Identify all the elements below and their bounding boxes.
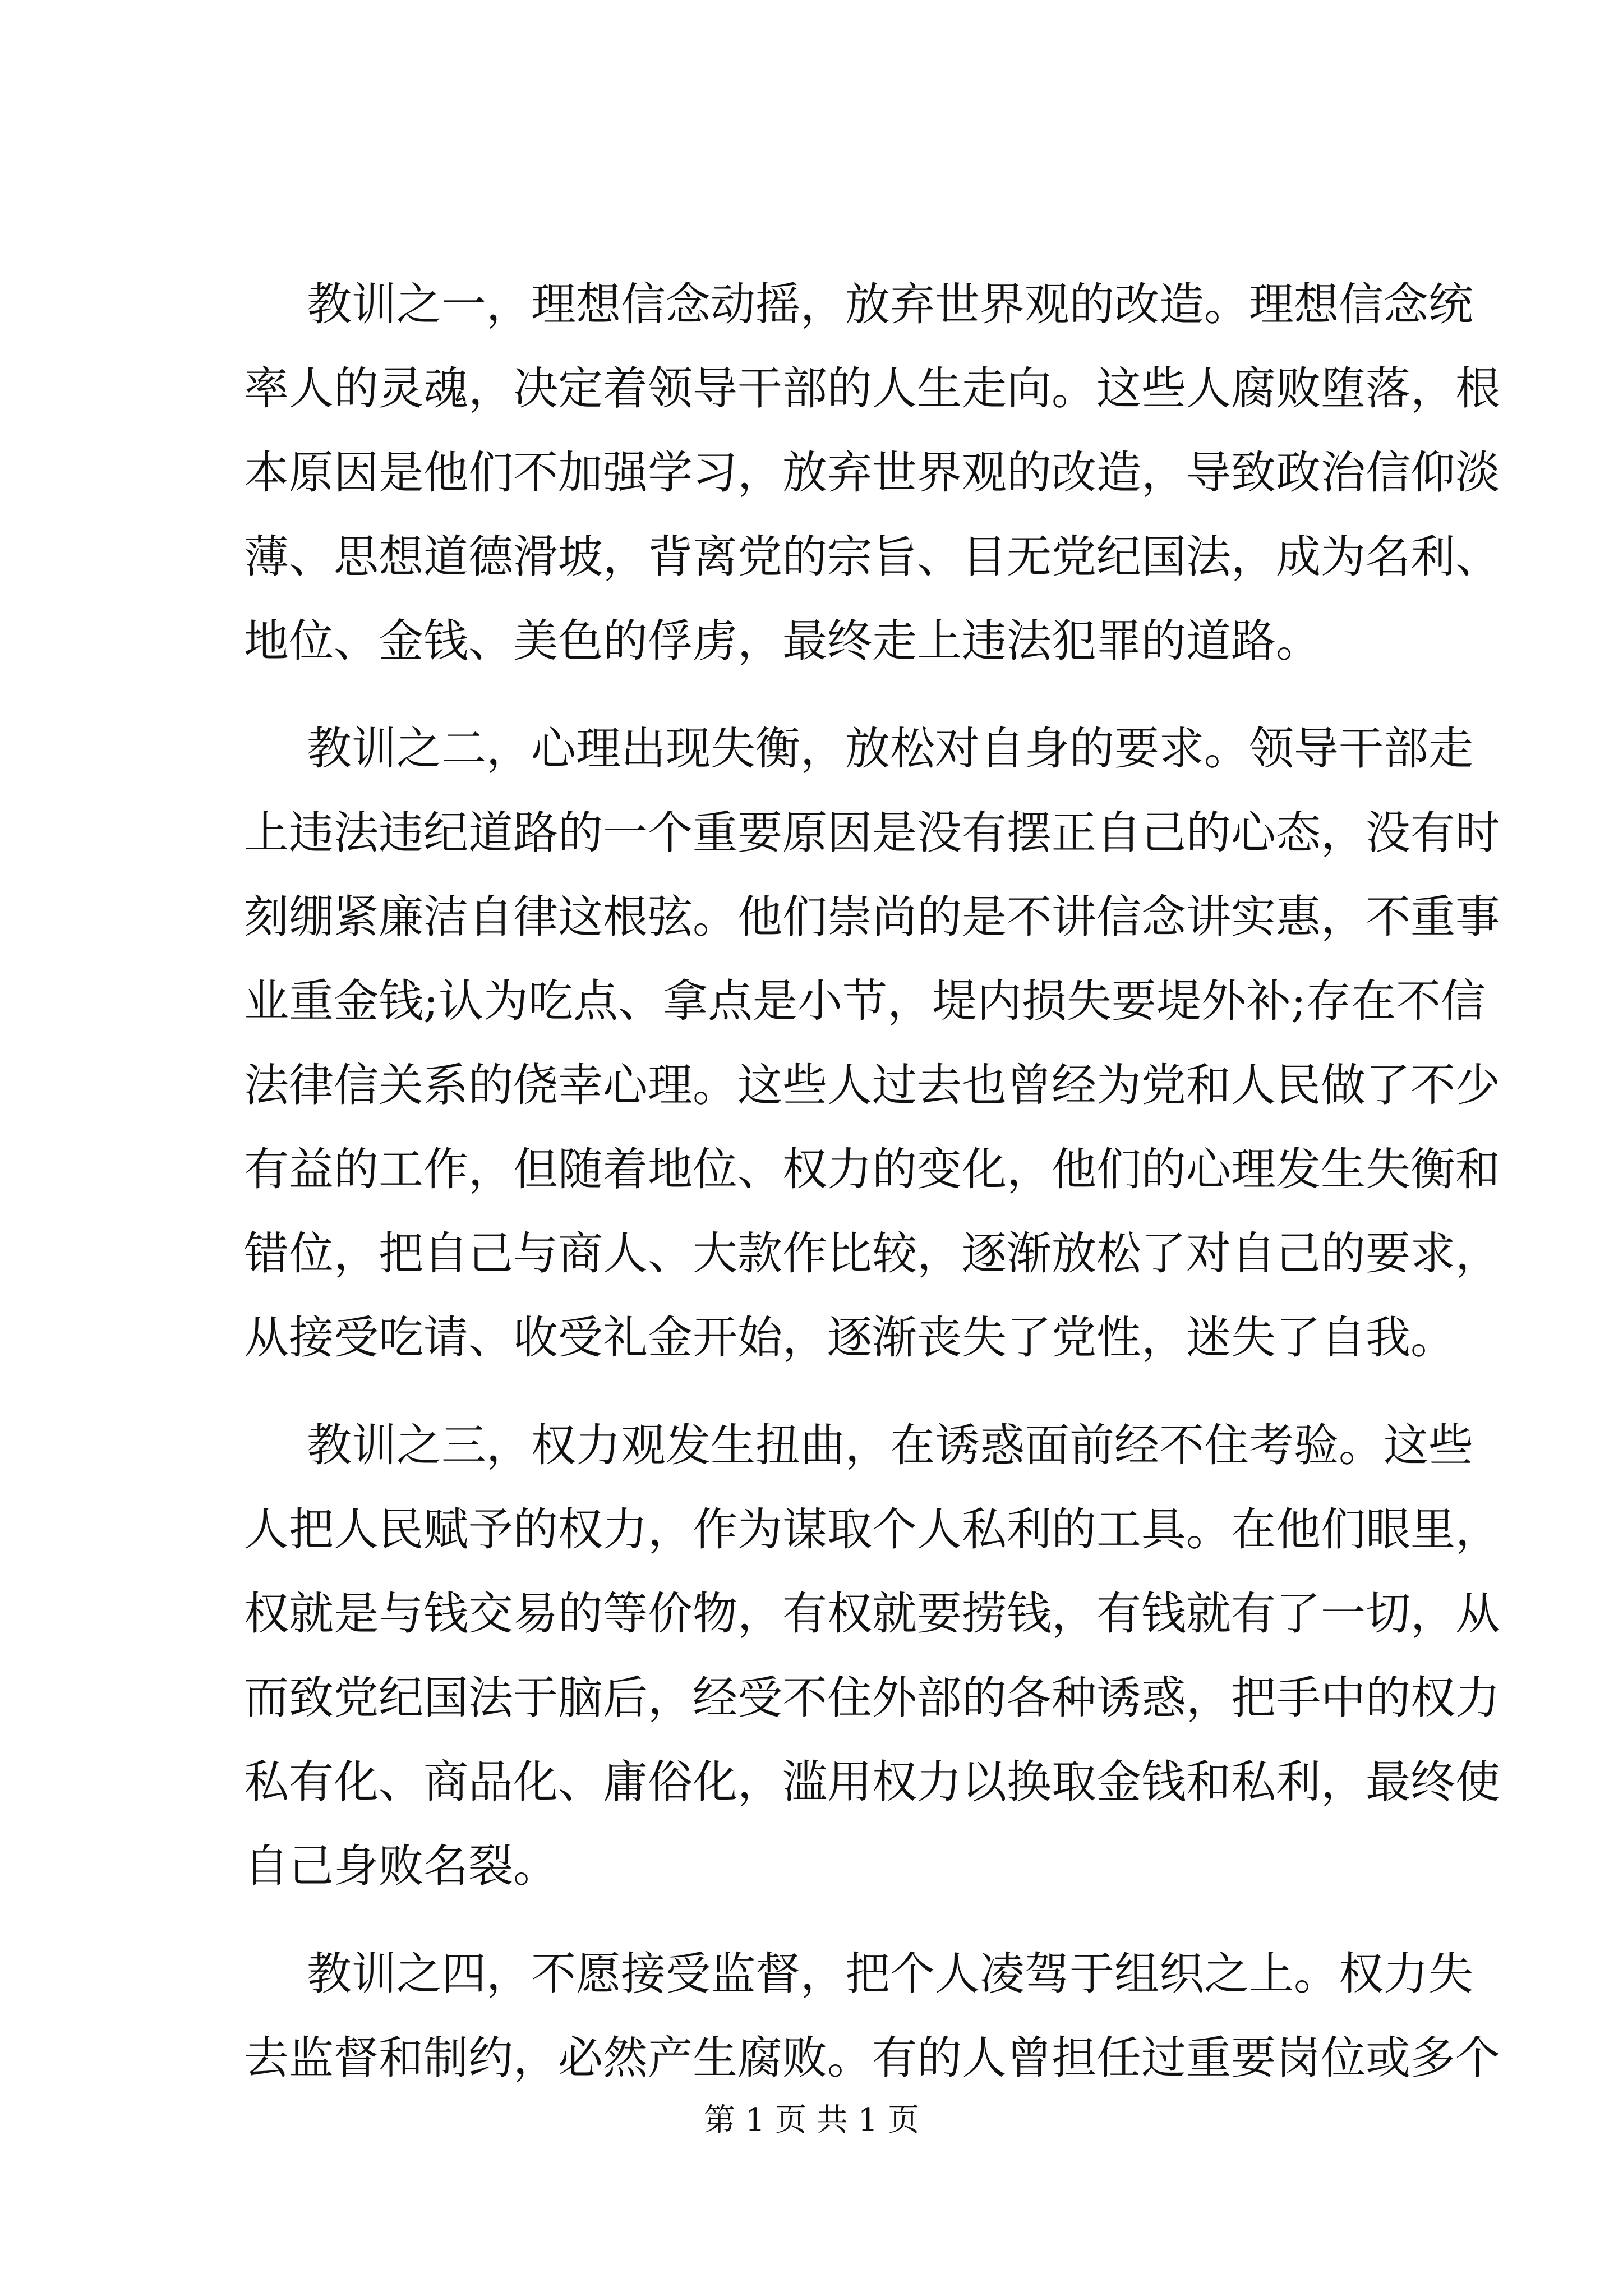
page-footer: 第 1 页 共 1 页: [703, 2102, 920, 2138]
paragraph-3-line-3: 权就是与钱交易的等价物，有权就要捞钱，有钱就有了一切，从: [244, 1588, 1500, 1640]
paragraph-4-line-2: 去监督和制约，必然产生腐败。有的人曾担任过重要岗位或多个: [244, 2032, 1500, 2084]
paragraph-2-line-4: 业重金钱;认为吃点、拿点是小节，堤内损失要堤外补;存在不信: [244, 975, 1486, 1027]
paragraph-1-line-3: 本原因是他们不加强学习，放弃世界观的改造，导致政治信仰淡: [244, 447, 1500, 499]
paragraph-2-line-6: 有益的工作，但随着地位、权力的变化，他们的心理发生失衡和: [244, 1143, 1500, 1195]
paragraph-3-line-4: 而致党纪国法于脑后，经受不住外部的各种诱惑，把手中的权力: [244, 1672, 1500, 1724]
paragraph-2-line-1: 教训之二，心理出现失衡，放松对自身的要求。领导干部走: [307, 723, 1473, 775]
paragraph-3-line-6: 自己身败名裂。: [244, 1840, 558, 1892]
paragraph-2-line-8: 从接受吃请、收受礼金开始，逐渐丧失了党性，迷失了自我。: [244, 1312, 1455, 1364]
paragraph-3-line-5: 私有化、商品化、庸俗化，滥用权力以换取金钱和私利，最终使: [244, 1756, 1500, 1808]
paragraph-2-line-5: 法律信关系的侥幸心理。这些人过去也曾经为党和人民做了不少: [244, 1059, 1500, 1111]
paragraph-1-line-2: 率人的灵魂，决定着领导干部的人生走向。这些人腐败堕落，根: [244, 362, 1500, 415]
paragraph-2-line-3: 刻绷紧廉洁自律这根弦。他们崇尚的是不讲信念讲实惠，不重事: [244, 891, 1500, 943]
paragraph-1-line-4: 薄、思想道德滑坡，背离党的宗旨、目无党纪国法，成为名利、: [244, 531, 1500, 583]
paragraph-3-line-1: 教训之三，权力观发生扭曲，在诱惑面前经不住考验。这些: [307, 1419, 1473, 1471]
paragraph-1-line-1: 教训之一，理想信念动摇，放弃世界观的改造。理想信念统: [307, 278, 1473, 330]
paragraph-1-line-5: 地位、金钱、美色的俘虏，最终走上违法犯罪的道路。: [244, 615, 1321, 667]
paragraph-4-line-1: 教训之四，不愿接受监督，把个人凌驾于组织之上。权力失: [307, 1948, 1473, 2000]
paragraph-2-line-7: 错位，把自己与商人、大款作比较，逐渐放松了对自己的要求，: [244, 1227, 1500, 1280]
paragraph-3-line-2: 人把人民赋予的权力，作为谋取个人私利的工具。在他们眼里，: [244, 1503, 1500, 1556]
paragraph-2-line-2: 上违法违纪道路的一个重要原因是没有摆正自己的心态，没有时: [244, 807, 1500, 859]
